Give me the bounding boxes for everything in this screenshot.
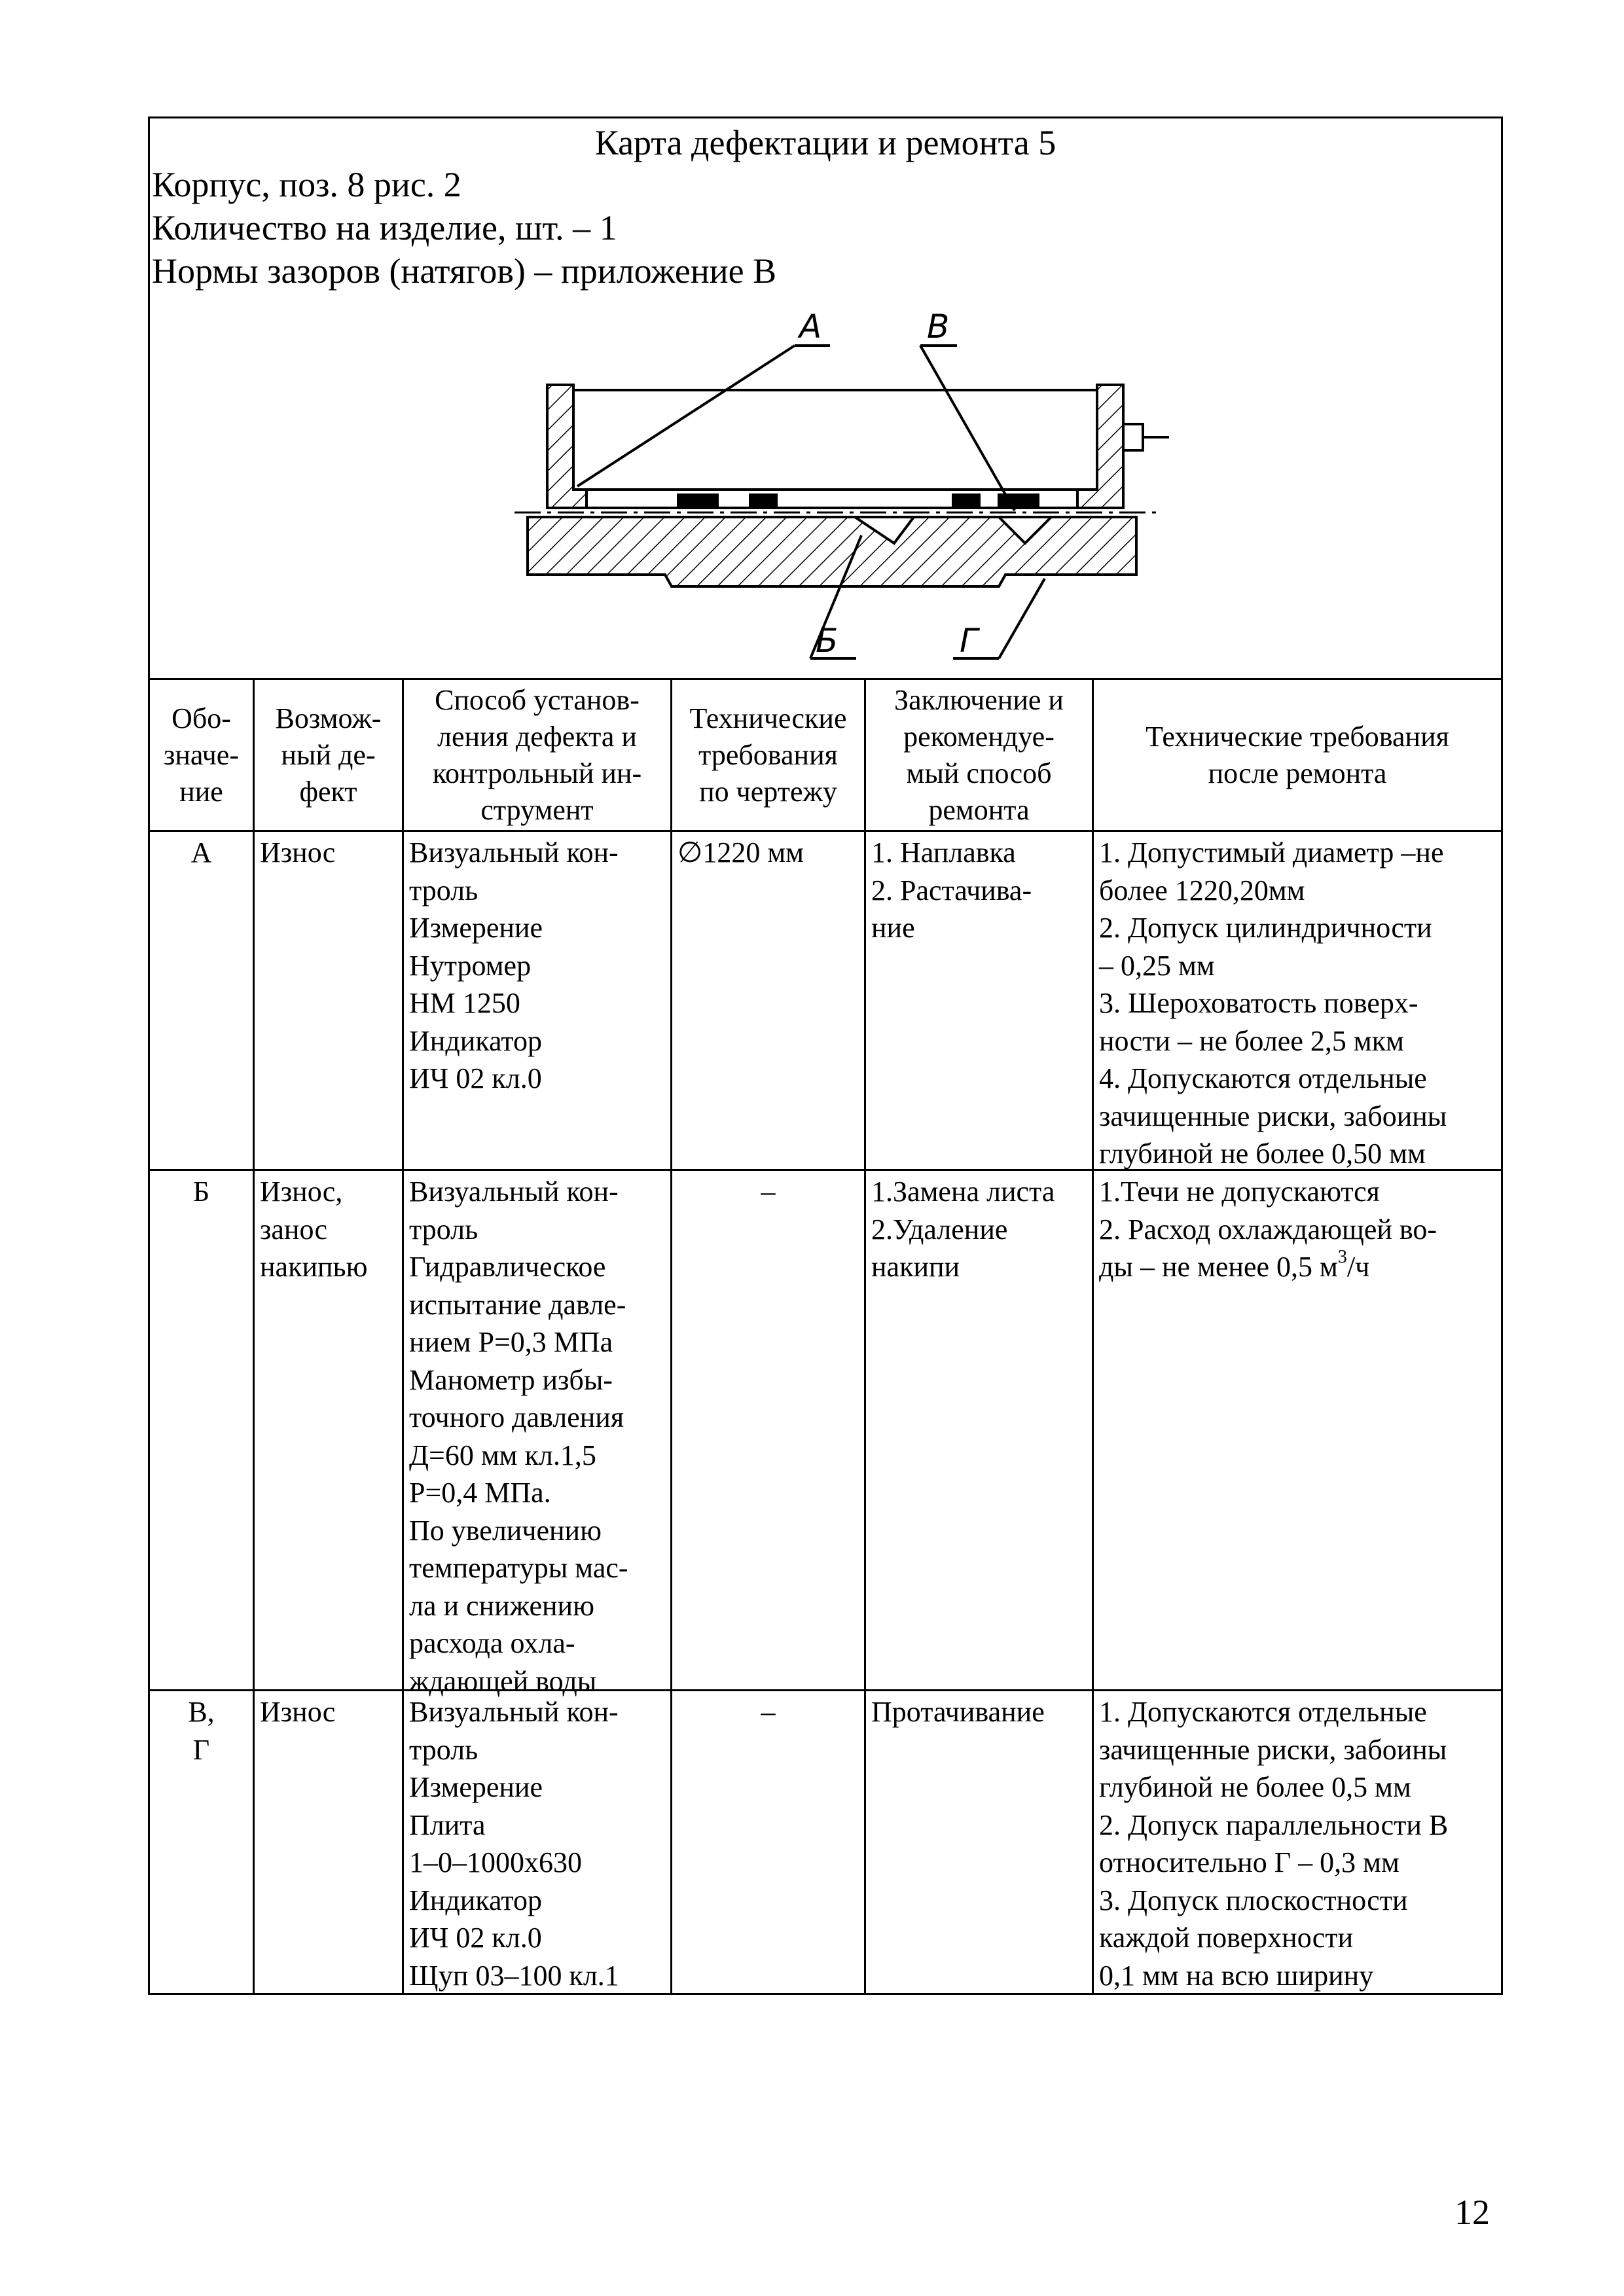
header-drawing-req: Технические требования по чертежу — [689, 702, 847, 808]
header-designation: Обо- значе- ние — [163, 702, 239, 808]
row-vg-conclusion: Протачивание — [871, 1696, 1045, 1728]
label-a: А — [799, 308, 822, 346]
row-b-defect: Износ, занос накипью — [260, 1175, 368, 1283]
base-plate — [528, 517, 1136, 586]
row-a-method: Визуальный кон- троль Измерение Нутромер НМ 1250 Индикатор ИЧ 02 кл.0 — [409, 836, 619, 1094]
header-method: Способ установ- ления дефекта и контрольный ин- струмент — [432, 683, 642, 826]
label-g: Г — [960, 622, 978, 660]
label-b: Б — [816, 622, 839, 660]
row-vg-method: Визуальный кон- троль Измерение Плита 1–0–1000х630 Индикатор ИЧ 02 кл.0 Щуп 03–100 кл.1 — [409, 1696, 619, 1992]
column-rule-1 — [253, 678, 255, 1995]
row-vg-after-repair: 1. Допускаются отдельные зачищенные риски, забоины глубиной не более 0,5 мм 2. Допуск параллельности В относительно Г – 0,3 мм 3. Допуск плоскостности каждой поверхности 0,1 мм на всю ширину — [1099, 1696, 1449, 1992]
row-b-bottom-rule — [148, 1689, 1503, 1691]
header-bottom-rule — [148, 830, 1503, 832]
row-b-after-repair: 1.Течи не допускаются 2. Расход охлаждающей во- ды – не менее 0,5 $м^3/ч$ — [1099, 1175, 1437, 1283]
row-a-designation: А — [190, 836, 212, 869]
row-a-after-repair: 1. Допустимый диаметр –не более 1220,20мм 2. Допуск цилиндричности – 0,25 мм 3. Шероховатость поверх- ности – не более 2,5 мкм 4. Допускаются отдельные зачищенные риски, забоины глубиной не более 0,50 мм — [1099, 836, 1447, 1170]
row-vg-defect: Износ — [260, 1696, 336, 1728]
card-title: Карта дефектации и ремонта 5 — [594, 123, 1056, 162]
row-b-method: Визуальный кон- троль Гидравлическое испытание давле- нием Р=0,3 МПа Манометр избы- точного давления Д=60 мм кл.1,5 Р=0,4 МПа. По увеличению температуры мас- ла и снижению расхода охла- ждающей воды — [409, 1175, 628, 1697]
row-b-conclusion: 1.Замена листа 2.Удаление накипи — [871, 1175, 1055, 1283]
header-conclusion: Заключение и рекомендуе- мый способ ремонта — [894, 683, 1064, 826]
norms-line: Нормы зазоров (натягов) – приложение В — [152, 251, 777, 291]
row-a-drawing-req: ∅1220 мм — [677, 836, 804, 869]
part-line: Корпус, поз. 8 рис. 2 — [152, 165, 461, 204]
inner-bore — [573, 390, 1097, 490]
row-a-conclusion: 1. Наплавка 2. Растачива- ние — [871, 836, 1032, 944]
quantity-line: Количество на изделие, шт. – 1 — [152, 208, 617, 247]
header-after-repair: Технические требования после ремонта — [1146, 720, 1449, 789]
row-b-drawing-req: – — [761, 1175, 776, 1208]
label-v: В — [927, 308, 950, 346]
defect-repair-card — [148, 117, 1503, 1995]
header-defect: Возмож- ный де- фект — [275, 702, 382, 808]
row-vg-designation: В, Г — [188, 1696, 215, 1766]
row-a-defect: Износ — [260, 836, 336, 869]
page-number: 12 — [1454, 2193, 1490, 2232]
housing-section-drawing — [148, 117, 1503, 678]
row-vg-drawing-req: – — [761, 1696, 776, 1728]
row-b-designation: Б — [192, 1175, 210, 1208]
column-rule-3 — [670, 678, 672, 1995]
